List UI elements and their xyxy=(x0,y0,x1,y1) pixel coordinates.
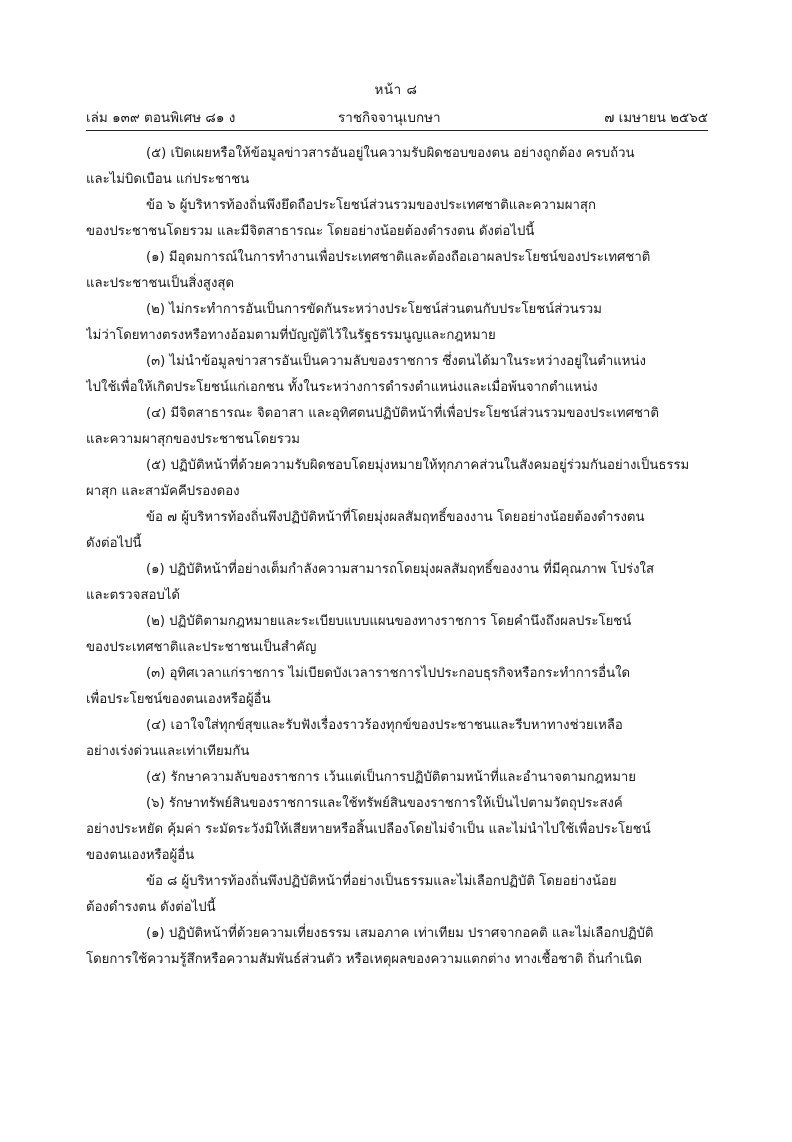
text-line: อย่างเร่งด่วนและเท่าเทียมกัน xyxy=(86,744,250,759)
text-line: (๔) มีจิตสาธารณะ จิตอาสา และอุทิศตนปฏิบัติหน้าที่เพื่อประโยชน์ส่วนรวมของประเทศชาติ xyxy=(146,406,659,421)
text-line: (๕) ปฏิบัติหน้าที่ด้วยความรับผิดชอบโดยมุ่งหมายให้ทุกภาคส่วนในสังคมอยู่ร่วมกันอย่างเป็นธรรม xyxy=(146,458,690,473)
text-line: (๕) เปิดเผยหรือให้ข้อมูลข่าวสารอันอยู่ในความรับผิดชอบของตน อย่างถูกต้อง ครบถ้วน xyxy=(146,146,635,161)
text-line: ของตนเองหรือผู้อื่น xyxy=(86,848,195,863)
text-line: (๓) อุทิศเวลาแก่ราชการ ไม่เบียดบังเวลาราชการไปประกอบธุรกิจหรือกระทำการอื่นใด xyxy=(146,666,631,681)
text-line: ต้องดำรงตน ดังต่อไปนี้ xyxy=(86,900,216,915)
text-line: โดยการใช้ความรู้สึกหรือความสัมพันธ์ส่วนตัว หรือเหตุผลของความแตกต่าง ทางเชื้อชาติ ถิ่นกำเนิด xyxy=(86,952,642,967)
text-line: (๖) รักษาทรัพย์สินของราชการและใช้ทรัพย์สินของราชการให้เป็นไปตามวัตถุประสงค์ xyxy=(146,796,623,811)
text-line: ไม่ว่าโดยทางตรงหรือทางอ้อมตามที่บัญญัติไว้ในรัฐธรรมนูญและกฎหมาย xyxy=(86,328,496,343)
clause-heading: ข้อ ๘ ผู้บริหารท้องถิ่นพึงปฏิบัติหน้าที่อย่างเป็นธรรมและไม่เลือกปฏิบัติ โดยอย่างน้อย xyxy=(146,874,617,889)
text-line: (๑) มีอุดมการณ์ในการทำงานเพื่อประเทศชาติและต้องถือเอาผลประโยชน์ของประเทศชาติ xyxy=(146,250,651,265)
clause-heading: ข้อ ๖ ผู้บริหารท้องถิ่นพึงยึดถือประโยชน์ส่วนรวมของประเทศชาติและความผาสุก xyxy=(146,198,596,213)
text-line: (๒) ปฏิบัติตามกฎหมายและระเบียบแบบแผนของทางราชการ โดยคำนึงถึงผลประโยชน์ xyxy=(146,614,632,629)
text-line: (๑) ปฏิบัติหน้าที่อย่างเต็มกำลังความสามารถโดยมุ่งผลสัมฤทธิ์ของงาน ที่มีคุณภาพ โปร่งใส xyxy=(146,562,655,577)
volume-issue: เล่ม ๑๓๙ ตอนพิเศษ ๘๑ ง xyxy=(86,110,236,126)
text-line: อย่างประหยัด คุ้มค่า ระมัดระวังมิให้เสียหายหรือสิ้นเปลืองโดยไม่จำเป็น และไม่นำไปใช้เพื่อประโยชน์ xyxy=(86,822,651,837)
page-number: หน้า ๘ xyxy=(374,82,418,98)
clause-heading: ข้อ ๗ ผู้บริหารท้องถิ่นพึงปฏิบัติหน้าที่โดยมุ่งผลสัมฤทธิ์ของงาน โดยอย่างน้อยต้องดำรงตน xyxy=(146,510,645,525)
journal-name: ราชกิจจานุเบกษา xyxy=(338,110,441,126)
text-line: ของประชาชนโดยรวม และมีจิตสาธารณะ โดยอย่างน้อยต้องดำรงตน ดังต่อไปนี้ xyxy=(86,224,535,239)
text-line: (๓) ไม่นำข้อมูลข่าวสารอันเป็นความลับของราชการ ซึ่งตนได้มาในระหว่างอยู่ในตำแหน่ง xyxy=(146,354,646,369)
text-line: และความผาสุกของประชาชนโดยรวม xyxy=(86,432,300,447)
text-line: (๑) ปฏิบัติหน้าที่ด้วยความเที่ยงธรรม เสมอภาค เท่าเทียม ปราศจากอคติ และไม่เลือกปฏิบัติ xyxy=(146,926,654,941)
text-line: ของประเทศชาติและประชาชนเป็นสำคัญ xyxy=(86,640,317,655)
text-line: (๕) รักษาความลับของราชการ เว้นแต่เป็นการปฏิบัติตามหน้าที่และอำนาจตามกฎหมาย xyxy=(146,770,637,785)
text-line: (๒) ไม่กระทำการอันเป็นการขัดกันระหว่างประโยชน์ส่วนตนกับประโยชน์ส่วนรวม xyxy=(146,302,602,317)
text-line: ผาสุก และสามัคคีปรองดอง xyxy=(86,484,240,499)
text-line: ดังต่อไปนี้ xyxy=(86,536,142,551)
publication-date: ๗ เมษายน ๒๕๖๕ xyxy=(604,110,708,126)
text-line: และไม่บิดเบือน แก่ประชาชน xyxy=(86,172,250,187)
gazette-header xyxy=(86,106,708,126)
text-line: และประชาชนเป็นสิ่งสูงสุด xyxy=(86,276,235,291)
text-line: (๔) เอาใจใส่ทุกข์สุขและรับฟังเรื่องราวร้องทุกข์ของประชาชนและรีบหาทางช่วยเหลือ xyxy=(146,718,623,733)
text-line: เพื่อประโยชน์ของตนเองหรือผู้อื่น xyxy=(86,692,271,707)
header-rule xyxy=(86,130,708,131)
text-line: และตรวจสอบได้ xyxy=(86,588,180,603)
document-body xyxy=(86,141,712,973)
text-line: ไปใช้เพื่อให้เกิดประโยชน์แก่เอกชน ทั้งในระหว่างการดำรงตำแหน่งและเมื่อพ้นจากตำแหน่ง xyxy=(86,380,598,395)
